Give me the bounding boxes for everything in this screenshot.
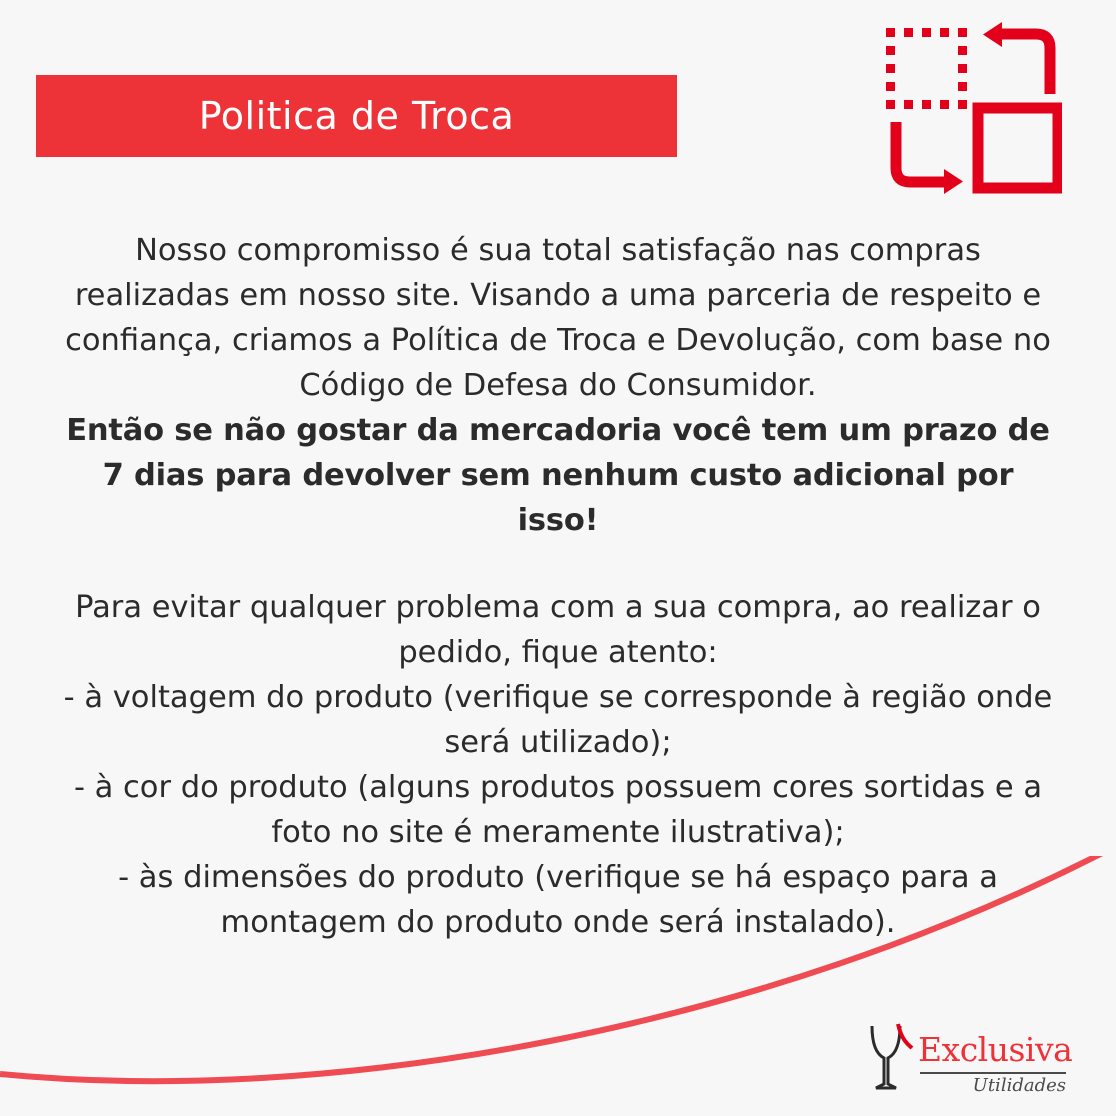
page-title: Politica de Troca <box>198 94 515 138</box>
brand-logo <box>858 1018 1073 1098</box>
intro-paragraph: Nosso compromisso é sua total satisfação nas compras realizadas em nosso site. Visando a uma parceria de respeito e confiança, criamos a Política de Troca e Devolução, com base no Código de Defesa do Consumidor. <box>65 233 1051 403</box>
wine-glass-icon <box>862 1022 920 1094</box>
list-item: - à cor do produto (alguns produtos possuem cores sortidas e a foto no site é meramente ilustrativa); <box>73 770 1043 850</box>
logo-subtitle: Utilidades <box>972 1075 1066 1096</box>
exchange-arrows-icon <box>882 22 1062 197</box>
attention-paragraph: Para evitar qualquer problema com a sua compra, ao realizar o pedido, fique atento: <box>75 590 1041 670</box>
checklist <box>58 675 1058 945</box>
page-title-banner <box>36 75 677 157</box>
highlight-paragraph: Então se não gostar da mercadoria você tem um prazo de 7 dias para devolver sem nenhum custo adicional por isso! <box>66 413 1050 538</box>
logo-name: Exclusiva <box>918 1030 1073 1069</box>
list-item: - à voltagem do produto (verifique se corresponde à região onde será utilizado); <box>63 680 1053 760</box>
logo-divider <box>920 1072 1066 1074</box>
policy-content <box>58 228 1058 945</box>
list-item: - às dimensões do produto (verifique se há espaço para a montagem do produto onde será instalado). <box>118 860 998 940</box>
